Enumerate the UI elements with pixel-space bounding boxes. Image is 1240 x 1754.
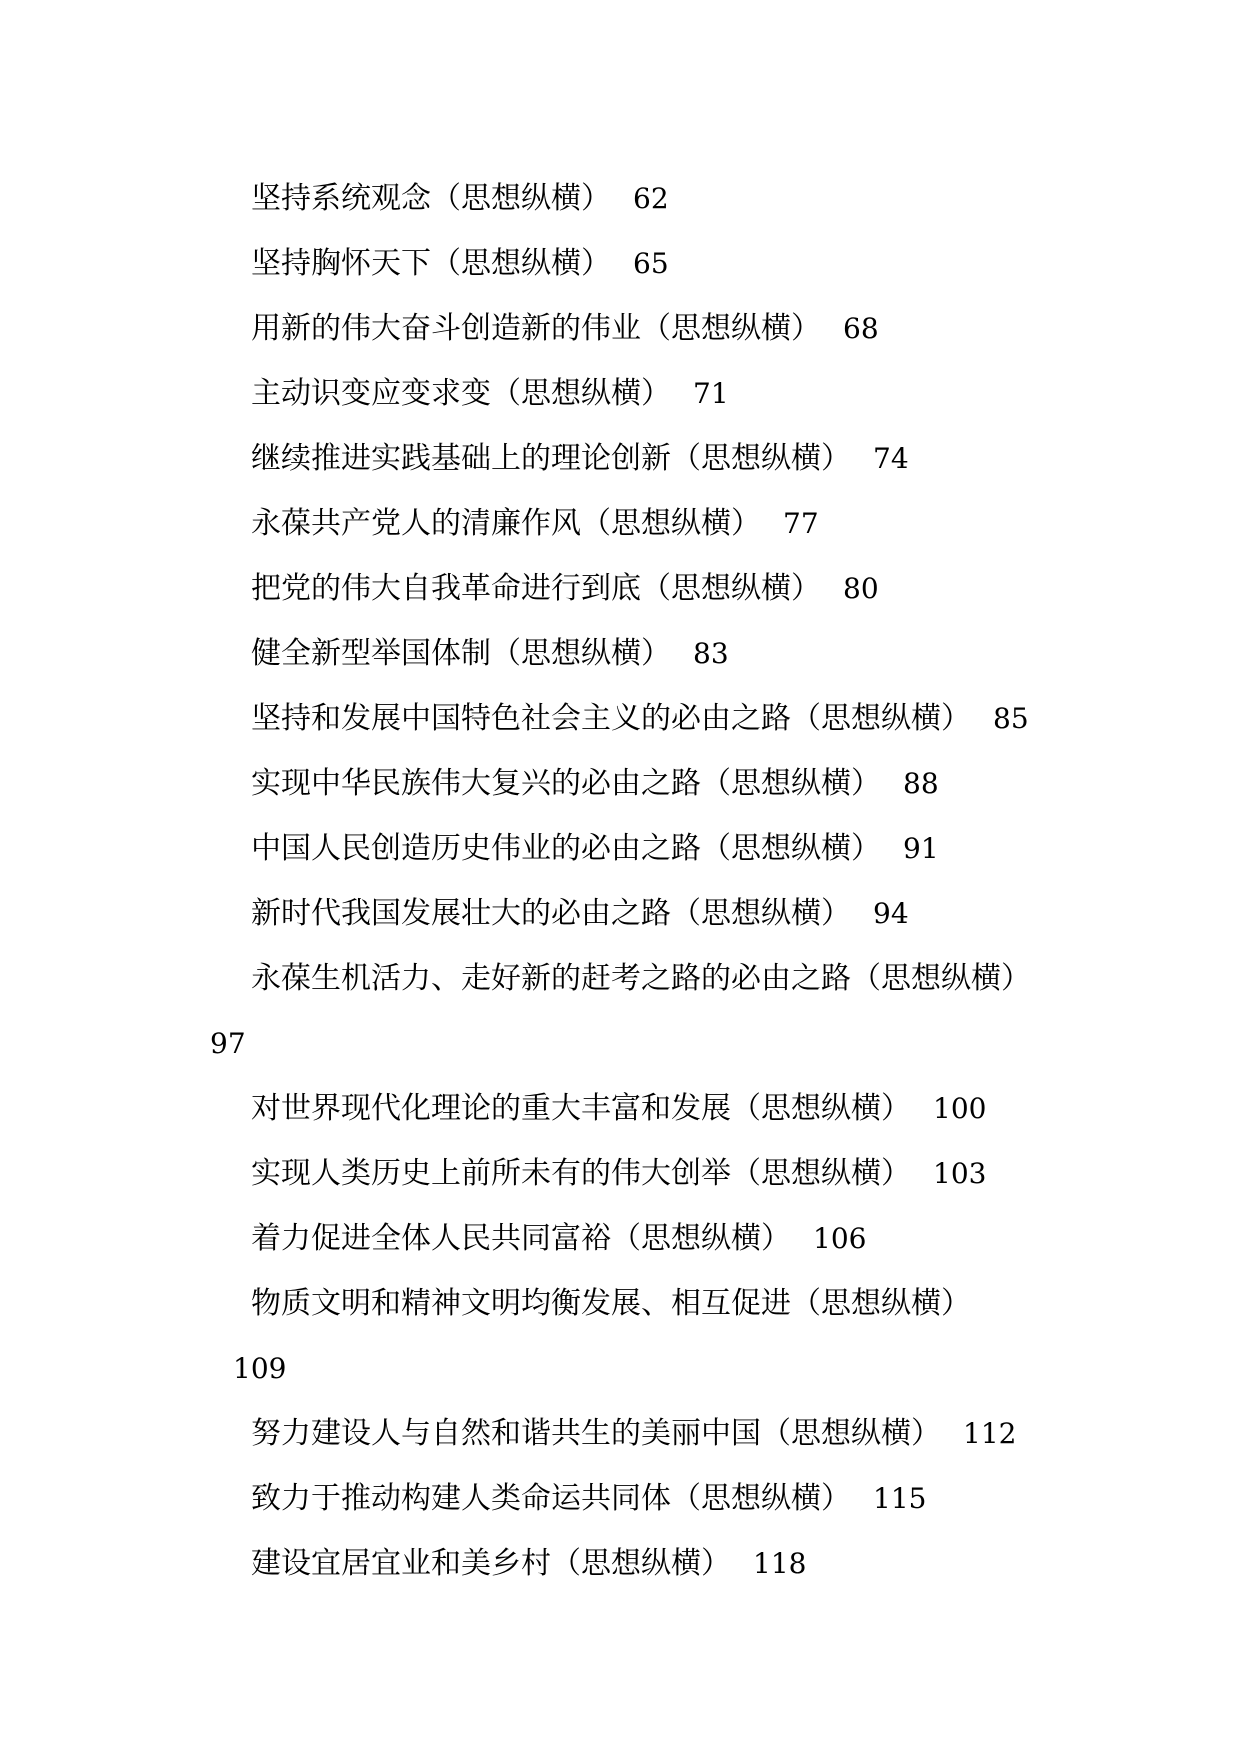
toc-entry[interactable] (188, 1141, 1068, 1206)
toc-entry[interactable] (188, 426, 1068, 491)
toc-entry-title: 坚持系统观念（思想纵横） (251, 181, 611, 216)
toc-entry-title: 努力建设人与自然和谐共生的美丽中国（思想纵横） (251, 1416, 941, 1451)
toc-entry-page: 77 (783, 507, 819, 540)
toc-entry-page: 103 (933, 1157, 987, 1190)
toc-entry-title: 新时代我国发展壮大的必由之路（思想纵横） (251, 896, 851, 931)
toc-entry[interactable] (188, 491, 1068, 556)
toc-entry-title: 永葆共产党人的清廉作风（思想纵横） (251, 506, 761, 541)
toc-entry-page: 112 (963, 1417, 1017, 1450)
toc-entry[interactable] (188, 1531, 1068, 1596)
toc-entry-page: 115 (873, 1482, 927, 1515)
toc-entry-title: 对世界现代化理论的重大丰富和发展（思想纵横） (251, 1091, 911, 1126)
toc-entry[interactable] (188, 166, 1068, 231)
toc-entry[interactable] (188, 1401, 1068, 1466)
toc-entry-title: 中国人民创造历史伟业的必由之路（思想纵横） (251, 831, 881, 866)
toc-entry[interactable] (188, 1206, 1068, 1271)
toc-entry-page: 109 (233, 1352, 287, 1385)
toc-entry[interactable] (188, 1271, 1068, 1401)
toc-entry-page: 91 (903, 832, 939, 865)
toc-entry-page: 100 (933, 1092, 987, 1125)
toc-entry-title: 实现人类历史上前所未有的伟大创举（思想纵横） (251, 1156, 911, 1191)
toc-entry-page: 74 (873, 442, 909, 475)
toc-entry-title: 把党的伟大自我革命进行到底（思想纵横） (251, 571, 821, 606)
toc-entry-title: 健全新型举国体制（思想纵横） (251, 636, 671, 671)
toc-entry[interactable] (188, 946, 1068, 1076)
toc-entry[interactable] (188, 1076, 1068, 1141)
toc-entry[interactable] (188, 1466, 1068, 1531)
toc-entry-title: 坚持胸怀天下（思想纵横） (251, 246, 611, 281)
toc-entry-page: 71 (693, 377, 729, 410)
toc-entry-title: 实现中华民族伟大复兴的必由之路（思想纵横） (251, 766, 881, 801)
toc-entry[interactable] (188, 556, 1068, 621)
toc-entry-title: 建设宜居宜业和美乡村（思想纵横） (251, 1546, 731, 1581)
toc-entry[interactable] (188, 296, 1068, 361)
toc-entry-page: 106 (813, 1222, 867, 1255)
toc-entry-page: 83 (693, 637, 729, 670)
toc-entry-title: 主动识变应变求变（思想纵横） (251, 376, 671, 411)
toc-entry-page: 62 (633, 182, 669, 215)
toc-entry-page: 94 (873, 897, 909, 930)
toc-entry-page: 68 (843, 312, 879, 345)
table-of-contents (188, 166, 1068, 1596)
toc-entry-title: 着力促进全体人民共同富裕（思想纵横） (251, 1221, 791, 1256)
toc-entry-title: 用新的伟大奋斗创造新的伟业（思想纵横） (251, 311, 821, 346)
toc-entry-title: 永葆生机活力、走好新的赶考之路的必由之路（思想纵横） (251, 961, 1031, 996)
toc-entry-title: 坚持和发展中国特色社会主义的必由之路（思想纵横） (251, 701, 971, 736)
toc-entry-title: 致力于推动构建人类命运共同体（思想纵横） (251, 1481, 851, 1516)
toc-entry[interactable] (188, 686, 1068, 751)
toc-entry-title: 继续推进实践基础上的理论创新（思想纵横） (251, 441, 851, 476)
toc-entry-page: 85 (993, 702, 1029, 735)
toc-entry[interactable] (188, 816, 1068, 881)
toc-entry-title: 物质文明和精神文明均衡发展、相互促进（思想纵横） (251, 1286, 971, 1321)
toc-entry-page: 88 (903, 767, 939, 800)
toc-entry[interactable] (188, 751, 1068, 816)
toc-entry[interactable] (188, 621, 1068, 686)
toc-entry-page: 80 (843, 572, 879, 605)
toc-entry[interactable] (188, 881, 1068, 946)
toc-entry[interactable] (188, 231, 1068, 296)
toc-entry-page: 118 (753, 1547, 807, 1580)
toc-entry-page: 65 (633, 247, 669, 280)
toc-entry[interactable] (188, 361, 1068, 426)
toc-entry-page: 97 (210, 1027, 246, 1060)
